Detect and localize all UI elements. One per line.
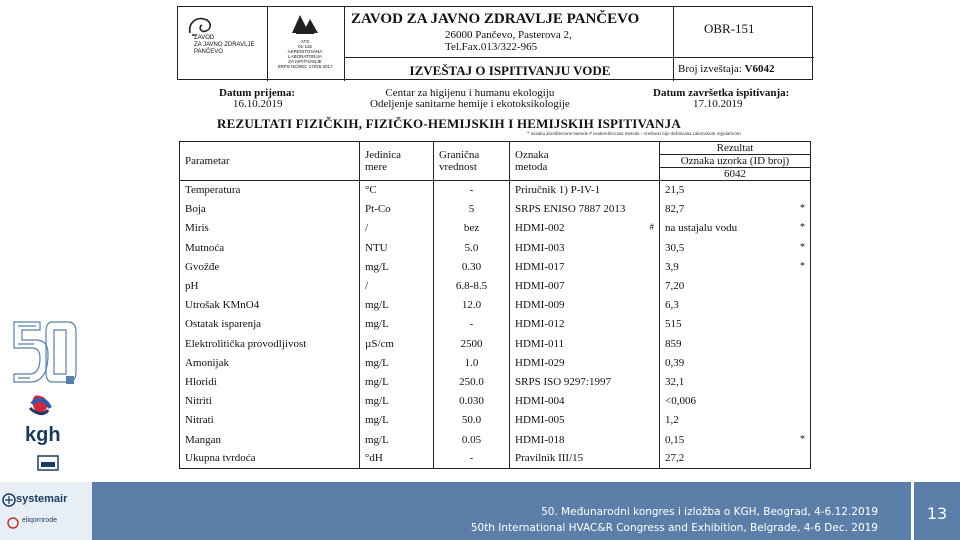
cell-result <box>660 200 811 219</box>
cell-method <box>510 257 660 276</box>
page-number: 13 <box>926 504 948 523</box>
cell-parameter <box>180 296 360 315</box>
table-row <box>180 353 811 372</box>
cell-method-text: SRPS ENISO 7887 2013 <box>515 203 626 216</box>
cell-method-text: HDMI-029 <box>515 356 565 369</box>
cell-limit <box>434 392 510 411</box>
cell-limit-text: 5.0 <box>464 241 479 254</box>
col-method: Oznaka metoda <box>510 142 660 181</box>
cell-parameter-text: Mangan <box>185 433 222 446</box>
results-table <box>179 141 811 469</box>
cell-parameter <box>180 372 360 391</box>
accredited-mark: * <box>800 222 805 234</box>
cell-limit <box>434 372 510 391</box>
cell-method-text: HDMI-009 <box>515 299 565 312</box>
cell-parameter <box>180 315 360 334</box>
cell-limit <box>434 296 510 315</box>
accredited-mark: * <box>800 260 805 272</box>
cell-result <box>660 372 811 391</box>
cell-result <box>660 411 811 430</box>
cell-unit <box>360 276 434 295</box>
cell-unit-text: mg/L <box>365 356 389 369</box>
cell-parameter-text: Miris <box>185 222 209 235</box>
cell-unit-text: °dH <box>365 452 383 465</box>
center-name: Centar za higijenu i humanu ekologiju <box>385 87 555 99</box>
completed-label: Datum završetka ispitivanja: <box>653 87 790 99</box>
form-code: OBR-151 <box>704 21 755 36</box>
cell-limit <box>434 257 510 276</box>
cell-unit <box>360 181 434 200</box>
congress-50-logo-icon <box>0 318 80 488</box>
cell-unit-text: °C <box>365 184 377 197</box>
cell-parameter <box>180 257 360 276</box>
cell-parameter-text: Elektrolitička provodljivost <box>185 337 307 350</box>
cell-limit-text: 0.30 <box>461 260 482 273</box>
cell-unit <box>360 219 434 238</box>
col-result <box>660 142 811 181</box>
cell-limit <box>434 353 510 372</box>
cell-parameter <box>180 392 360 411</box>
cell-result <box>660 296 811 315</box>
table-row <box>180 315 811 334</box>
cell-result-text: na ustajalu vodu <box>665 222 738 235</box>
cell-method-text: HDMI-002 <box>515 222 565 235</box>
table-row <box>180 334 811 353</box>
cell-parameter <box>180 219 360 238</box>
completed-block <box>653 88 789 110</box>
institute-emblem-icon <box>186 15 216 37</box>
cell-parameter <box>180 238 360 257</box>
cell-limit <box>434 200 510 219</box>
table-row <box>180 257 811 276</box>
cell-unit-text: Pt-Co <box>365 203 391 216</box>
cell-limit-text: 12.0 <box>461 299 482 312</box>
cell-limit <box>434 219 510 238</box>
cell-limit-text: 6.8-8.5 <box>455 280 488 293</box>
cell-method-text: HDMI-004 <box>515 395 565 408</box>
cell-unit <box>360 449 434 468</box>
cell-limit-text: 2500 <box>460 337 483 350</box>
cell-parameter <box>180 200 360 219</box>
accredited-mark: * <box>800 433 805 445</box>
cell-limit-text: - <box>469 184 474 197</box>
cell-result <box>660 181 811 200</box>
sample-label: Oznaka uzorka (ID broj) <box>660 154 810 167</box>
cell-unit <box>360 334 434 353</box>
cell-result <box>660 219 811 238</box>
cell-limit <box>434 181 510 200</box>
cell-parameter <box>180 353 360 372</box>
scanned-report <box>177 6 813 480</box>
received-label: Datum prijema: <box>219 87 296 99</box>
cell-result-text: 3,9 <box>665 260 679 273</box>
cell-result-text: 7,20 <box>665 280 685 293</box>
cell-unit <box>360 238 434 257</box>
cell-result <box>660 449 811 468</box>
slide-footer <box>0 482 960 540</box>
cell-method-text: HDMI-003 <box>515 241 565 254</box>
header-right <box>674 7 814 81</box>
cell-method <box>510 238 660 257</box>
cell-parameter-text: Mutnoća <box>185 241 225 254</box>
cell-result <box>660 315 811 334</box>
cell-result <box>660 276 811 295</box>
cell-method <box>510 449 660 468</box>
cell-method <box>510 315 660 334</box>
non-accredited-mark: # <box>649 222 654 233</box>
partner-logo-icon <box>6 516 20 530</box>
cell-parameter-text: Ukupna tvrdoća <box>185 452 256 465</box>
cell-method-text: HDMI-007 <box>515 280 565 293</box>
table-row <box>180 411 811 430</box>
accreditation-seal-icon <box>270 9 340 39</box>
cell-result-text: 0,39 <box>665 356 685 369</box>
cell-unit-text: NTU <box>365 241 388 254</box>
cell-unit <box>360 296 434 315</box>
cell-unit-text: / <box>365 280 369 293</box>
report-number-label: Broj izveštaja: <box>678 63 742 75</box>
footer-sponsor-panel <box>0 482 92 540</box>
table-row <box>180 238 811 257</box>
cell-method <box>510 276 660 295</box>
cell-parameter-text: Amonijak <box>185 356 229 369</box>
cell-unit <box>360 392 434 411</box>
cell-unit <box>360 411 434 430</box>
cell-method-text: HDMI-018 <box>515 433 565 446</box>
cell-result-text: 21,5 <box>665 184 685 197</box>
cell-unit-text: mg/L <box>365 318 389 331</box>
cell-unit-text: mg/L <box>365 375 389 388</box>
cell-limit <box>434 449 510 468</box>
cell-limit <box>434 334 510 353</box>
cell-unit-text: mg/L <box>365 395 389 408</box>
cell-method-text: Pravilnik III/15 <box>515 452 584 465</box>
report-title: IZVEŠTAJ O ISPITIVANJU VODE <box>345 57 675 81</box>
sponsor-logos <box>0 318 80 488</box>
cell-limit-text: bez <box>463 222 480 235</box>
cell-limit <box>434 430 510 449</box>
cell-unit-text: µS/cm <box>365 337 394 350</box>
cell-parameter-text: Nitriti <box>185 395 212 408</box>
header-center <box>344 7 674 81</box>
cell-result <box>660 257 811 276</box>
cell-limit-text: 0.030 <box>459 395 484 408</box>
institute-logo <box>178 7 268 81</box>
cell-method <box>510 200 660 219</box>
cell-parameter-text: Ostatak isparenja <box>185 318 262 331</box>
cell-method <box>510 181 660 200</box>
cell-method <box>510 430 660 449</box>
cell-result-text: 859 <box>665 337 682 350</box>
cell-parameter-text: Temperatura <box>185 184 241 197</box>
table-row <box>180 181 811 200</box>
cell-method <box>510 219 660 238</box>
cell-unit <box>360 315 434 334</box>
table-row <box>180 296 811 315</box>
cell-result-text: 27,2 <box>665 452 685 465</box>
cell-limit-text: 250.0 <box>459 375 484 388</box>
cell-result <box>660 334 811 353</box>
cell-method <box>510 353 660 372</box>
cell-unit <box>360 353 434 372</box>
cell-limit <box>434 411 510 430</box>
col-parameter: Parametar <box>180 142 360 181</box>
footer-line-2: 50th International HVAC&R Congress and Exhibition, Belgrade, 4-6 Dec. 2019 <box>470 522 878 534</box>
footnote: * oznaka akreditovane metode # neakreditovana metoda - vrednost nije definisana zakonskom regulativom <box>527 132 741 137</box>
received-block <box>219 88 295 110</box>
cell-result-text: 32,1 <box>665 375 685 388</box>
cell-unit-text: mg/L <box>365 414 389 427</box>
accredited-mark: * <box>800 203 805 215</box>
systemair-logo-text: systemair <box>16 493 68 505</box>
table-row <box>180 392 811 411</box>
table-row <box>180 449 811 468</box>
department-name: Odeljenje sanitarne hemije i ekotoksikologije <box>370 98 570 110</box>
table-header-row <box>180 142 811 181</box>
cell-parameter <box>180 411 360 430</box>
institute-logo-text: ZAVOD ZA JAVNO ZDRAVLJE PANČEVO <box>194 35 255 55</box>
table-row <box>180 200 811 219</box>
cell-method-text: HDMI-011 <box>515 337 565 350</box>
cell-method-text: Priručnik 1) P-IV-1 <box>515 184 601 197</box>
footer-line-1: 50. Međunarodni kongres i izložba o KGH, Beograd, 4-6.12.2019 <box>541 506 878 518</box>
cell-unit <box>360 200 434 219</box>
sample-id: 6042 <box>660 167 810 180</box>
cell-result-text: 515 <box>665 318 682 331</box>
cell-limit <box>434 276 510 295</box>
footer-caption <box>471 504 878 536</box>
cell-result-text: 0,15 <box>665 433 685 446</box>
cell-result-text: 6,3 <box>665 299 679 312</box>
col-limit: Granična vrednost <box>434 142 510 181</box>
results-title: REZULTATI FIZIČKIH, FIZIČKO-HEMIJSKIH I HEMIJSKIH ISPITIVANJA <box>217 116 681 131</box>
result-header: Rezultat <box>716 142 754 154</box>
cell-result <box>660 392 811 411</box>
cell-method-text: HDMI-012 <box>515 318 565 331</box>
report-number <box>674 57 814 81</box>
cell-unit-text: mg/L <box>365 260 389 273</box>
cell-method-text: SRPS ISO 9297:1997 <box>515 375 611 388</box>
kgh-logo-text: kgh <box>25 424 61 446</box>
accredited-mark: * <box>800 241 805 253</box>
address-line-1: 26000 Pančevo, Pasterova 2, <box>445 29 572 41</box>
cell-result <box>660 430 811 449</box>
cell-parameter-text: pH <box>185 280 199 293</box>
address-line-2: Tel.Fax.013/322-965 <box>445 41 538 53</box>
report-number-value: V6042 <box>744 63 775 75</box>
accreditation-seal <box>270 9 340 79</box>
cell-result <box>660 238 811 257</box>
cell-limit-text: - <box>469 318 474 331</box>
cell-method <box>510 372 660 391</box>
cell-limit-text: 0.05 <box>461 433 482 446</box>
cell-result-text: <0,006 <box>665 395 696 408</box>
partner-logo-text: eliqornrode <box>22 517 58 524</box>
institute-name: ZAVOD ZA JAVNO ZDRAVLJE PANČEVO <box>351 11 640 27</box>
cell-parameter <box>180 276 360 295</box>
cell-result-text: 82,7 <box>665 203 685 216</box>
cell-parameter-text: Nitrati <box>185 414 214 427</box>
cell-parameter <box>180 334 360 353</box>
report-header <box>177 6 813 80</box>
cell-result-text: 1,2 <box>665 414 679 427</box>
cell-unit-text: / <box>365 222 369 235</box>
cell-parameter <box>180 430 360 449</box>
cell-unit <box>360 372 434 391</box>
table-row <box>180 430 811 449</box>
table-row <box>180 276 811 295</box>
cell-parameter <box>180 449 360 468</box>
cell-result <box>660 353 811 372</box>
cell-method <box>510 334 660 353</box>
cell-method <box>510 411 660 430</box>
center-block <box>370 88 570 110</box>
cell-unit-text: mg/L <box>365 433 389 446</box>
cell-limit-text: - <box>469 452 474 465</box>
cell-limit <box>434 315 510 334</box>
systemair-icon <box>2 493 16 507</box>
institute-address <box>445 29 572 53</box>
cell-limit-text: 1.0 <box>464 356 479 369</box>
cell-unit <box>360 430 434 449</box>
cell-method-text: HDMI-005 <box>515 414 565 427</box>
table-row <box>180 219 811 238</box>
completed-date: 17.10.2019 <box>693 98 743 110</box>
cell-limit-text: 50.0 <box>461 414 482 427</box>
col-unit: Jedinica mere <box>360 142 434 181</box>
cell-limit-text: 5 <box>468 203 475 216</box>
cell-parameter-text: Boja <box>185 203 206 216</box>
seal-text: ATS 01-115 AKREDITOVANA LABORATORIJA ZA ISPITIVANJE SRPS ISO/IEC 17025:2017 <box>277 39 333 69</box>
table-row <box>180 372 811 391</box>
cell-unit <box>360 257 434 276</box>
cell-parameter-text: Hloridi <box>185 375 217 388</box>
cell-unit-text: mg/L <box>365 299 389 312</box>
received-date: 16.10.2019 <box>233 98 283 110</box>
results-body <box>180 181 811 469</box>
cell-method <box>510 296 660 315</box>
cell-method-text: HDMI-017 <box>515 260 565 273</box>
cell-result-text: 30,5 <box>665 241 685 254</box>
cell-parameter <box>180 181 360 200</box>
cell-limit <box>434 238 510 257</box>
cell-parameter-text: Utrošak KMnO4 <box>185 299 260 312</box>
cell-parameter-text: Gvožđe <box>185 260 220 273</box>
cell-method <box>510 392 660 411</box>
